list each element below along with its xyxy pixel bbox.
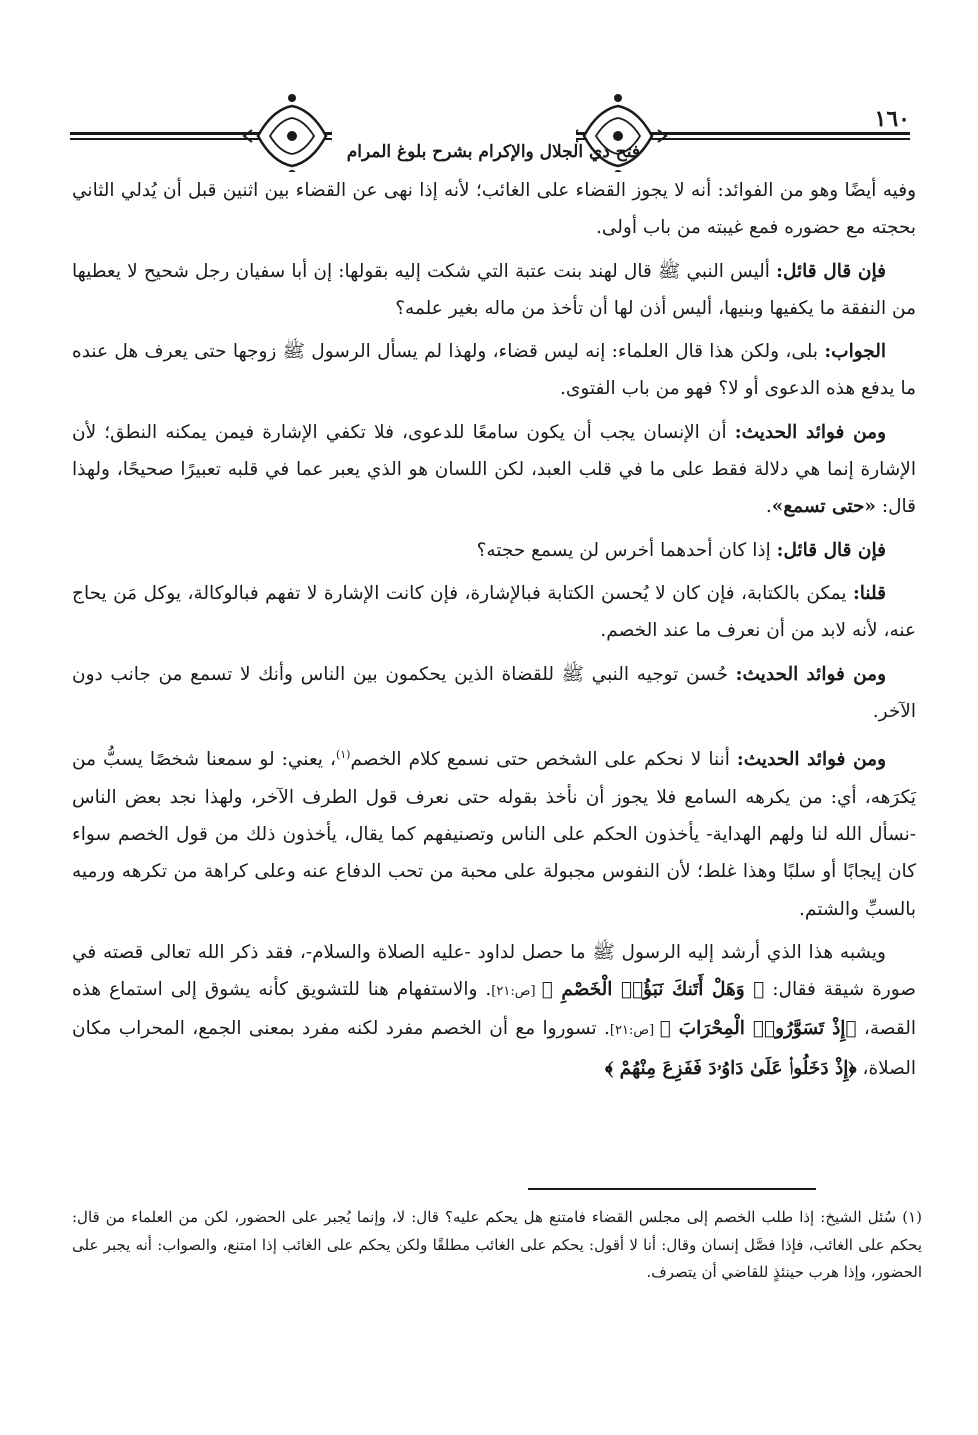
quran-verse-2: ﴿إِذْ تَسَوَّرُوا۟ الْمِحْرَابَ ﴾ — [659, 1018, 857, 1040]
paragraph-text: أليس النبي ﷺ قال لهند بنت عتبة التي شكت إليه بقولها: إن أبا سفيان رجل شحيح لا يعطيها من النفقة ما يكفيها وبنيها، أليس أذن لها أن تأخذ من ماله بغير علمه؟ — [72, 260, 916, 319]
paragraph-text-middle-2: . تسوروا مع أن الخصم مفرد لكنه مفرد بمعنى الجمع، المحراب مكان الصلاة، — [72, 1018, 916, 1079]
paragraph-5 — [72, 532, 916, 569]
paragraph-lead: فإن قال قائل: — [776, 539, 886, 561]
paragraph-text: حُسن توجيه النبي ﷺ للقضاة الذين يحكمون بين الناس وأنك لا تسمع من جانب دون الآخر. — [72, 663, 916, 722]
paragraph-text: إذا كان أحدهما أخرس لن يسمع حجته؟ — [476, 539, 777, 561]
paragraph-7 — [72, 656, 916, 731]
footnote-text: (١) سُئل الشيخ: إذا طلب الخصم إلى مجلس القضاء فامتنع هل يحكم عليه؟ قال: لا، وإنما يُجبر على الحضور، لكن من العلماء من قال: يحكم على الغائب، فإذا فصَّل إنسان وقال: أنا لا أقول: يحكم على الغائب مطلقًا ولكن يحكم على الغائب إذا امتنع، والصواب: أنه يجبر على الحضور، وإذا هرب حينئذٍ للقاضي أن يتصرف. — [72, 1208, 922, 1281]
paragraph-text: يمكن بالكتابة، فإن كان لا يُحسن الكتابة فبالإشارة، فإن كانت الإشارة لا تفهم فبالوكالة، يوكل مَن يحاج عنه، لأنه لابد من أن نعرف ما عند الخصم. — [72, 582, 916, 642]
paragraph-lead: قلنا: — [852, 582, 886, 604]
paragraph-tail: ، يعني: لو سمعنا شخصًا يسبُّ من يَكرَهه، أي: من يكرهه السامع فلا يجوز أن نأخذ بقوله حتى نعرف قول الطرف الآخر، ولهذا نجد بعض الناس -نسأل الله لنا ولهم الهداية- يأخذون الحكم على الناس وتصنيفهم كما يقال، يأخذون ذلك من قول الخصم سواء كان إيجابًا أو سلبًا وهذا غلط؛ لأن النفوس مجبولة على محبة من تحب الدفاع عنه وعلى كراهة من تكرهه ورميه بالسبِّ والشتم. — [72, 749, 916, 920]
hadith-quote: «حتى تسمع» — [771, 496, 876, 518]
paragraph-1 — [72, 172, 916, 247]
page-number: ١٦٠ — [874, 106, 910, 132]
verse-reference-2: [ص:٢١] — [609, 1023, 660, 1039]
quran-verse-3: ﴿إِذْ دَخَلُوا۟ عَلَىٰ دَاوُۥدَ فَفَزِعَ مِنْهُمْ ﴾ — [605, 1057, 857, 1079]
paragraph-8 — [72, 736, 916, 928]
running-title: فتح ذي الجلال والإكرام بشرح بلوغ المرام — [346, 142, 640, 162]
page-header — [70, 92, 910, 172]
paragraph-text: ويشبه هذا الذي أرشد إليه الرسول ﷺ ما حصل لداود -عليه الصلاة والسلام-، فقد ذكر الله تعالى قصته في صورة شيقة فقال: — [72, 941, 916, 1001]
paragraph-tail: . — [765, 496, 772, 518]
paragraph-text-middle: . والاستفهام هنا للتشويق كأنه يشوق إلى استماع هذه القصة، — [72, 979, 916, 1040]
paragraph-lead: فإن قال قائل: — [776, 260, 886, 282]
paragraph-2 — [72, 253, 916, 328]
paragraph-text: بلى، ولكن هذا قال العلماء: إنه ليس قضاء، ولهذا لم يسأل الرسول ﷺ زوجها حتى يعرف هل عنده ما يدفع هذه الدعوى أو لا؟ فهو من باب الفتوى. — [72, 341, 916, 400]
footnote — [72, 1204, 922, 1287]
paragraph-3 — [72, 333, 916, 408]
paragraph-lead: ومن فوائد الحديث: — [736, 749, 887, 771]
paragraph-lead: الجواب: — [824, 341, 886, 363]
paragraph-text: أننا لا نحكم على الشخص حتى نسمع كلام الخصم — [350, 749, 737, 771]
verse-reference-1: [ص:٢١] — [491, 984, 542, 1000]
paragraph-6 — [72, 575, 916, 650]
footnote-mark[interactable]: (١) — [335, 748, 351, 762]
paragraph-text: وفيه أيضًا وهو من الفوائد: أنه لا يجوز القضاء على الغائب؛ لأنه إذا نهى عن القضاء بين اثنين قبل أن يُدلي الثاني بحجته مع حضوره فمع غيبته من باب أولى. — [72, 180, 916, 239]
paragraph-text: أن الإنسان يجب أن يكون سامعًا للدعوى، فلا تكفي الإشارة فيمن يمكنه النطق؛ لأن الإشارة إنما هي دلالة فقط على ما في قلب العبد، لكن اللسان هو الذي يعبر عما في قلبه تعبيرًا صحيحًا، ولهذا قال: — [72, 421, 916, 518]
main-text — [72, 172, 916, 1093]
paragraph-lead: ومن فوائد الحديث: — [735, 663, 887, 685]
paragraph-9 — [72, 934, 916, 1087]
footnote-separator — [528, 1188, 816, 1190]
paragraph-lead: ومن فوائد الحديث: — [734, 421, 886, 443]
quran-verse-1: ﴿ وَهَلْ أَتَنكَ نَبَؤُا۟ الْخَصْمِ ﴾ — [541, 979, 765, 1001]
paragraph-4 — [72, 414, 916, 526]
